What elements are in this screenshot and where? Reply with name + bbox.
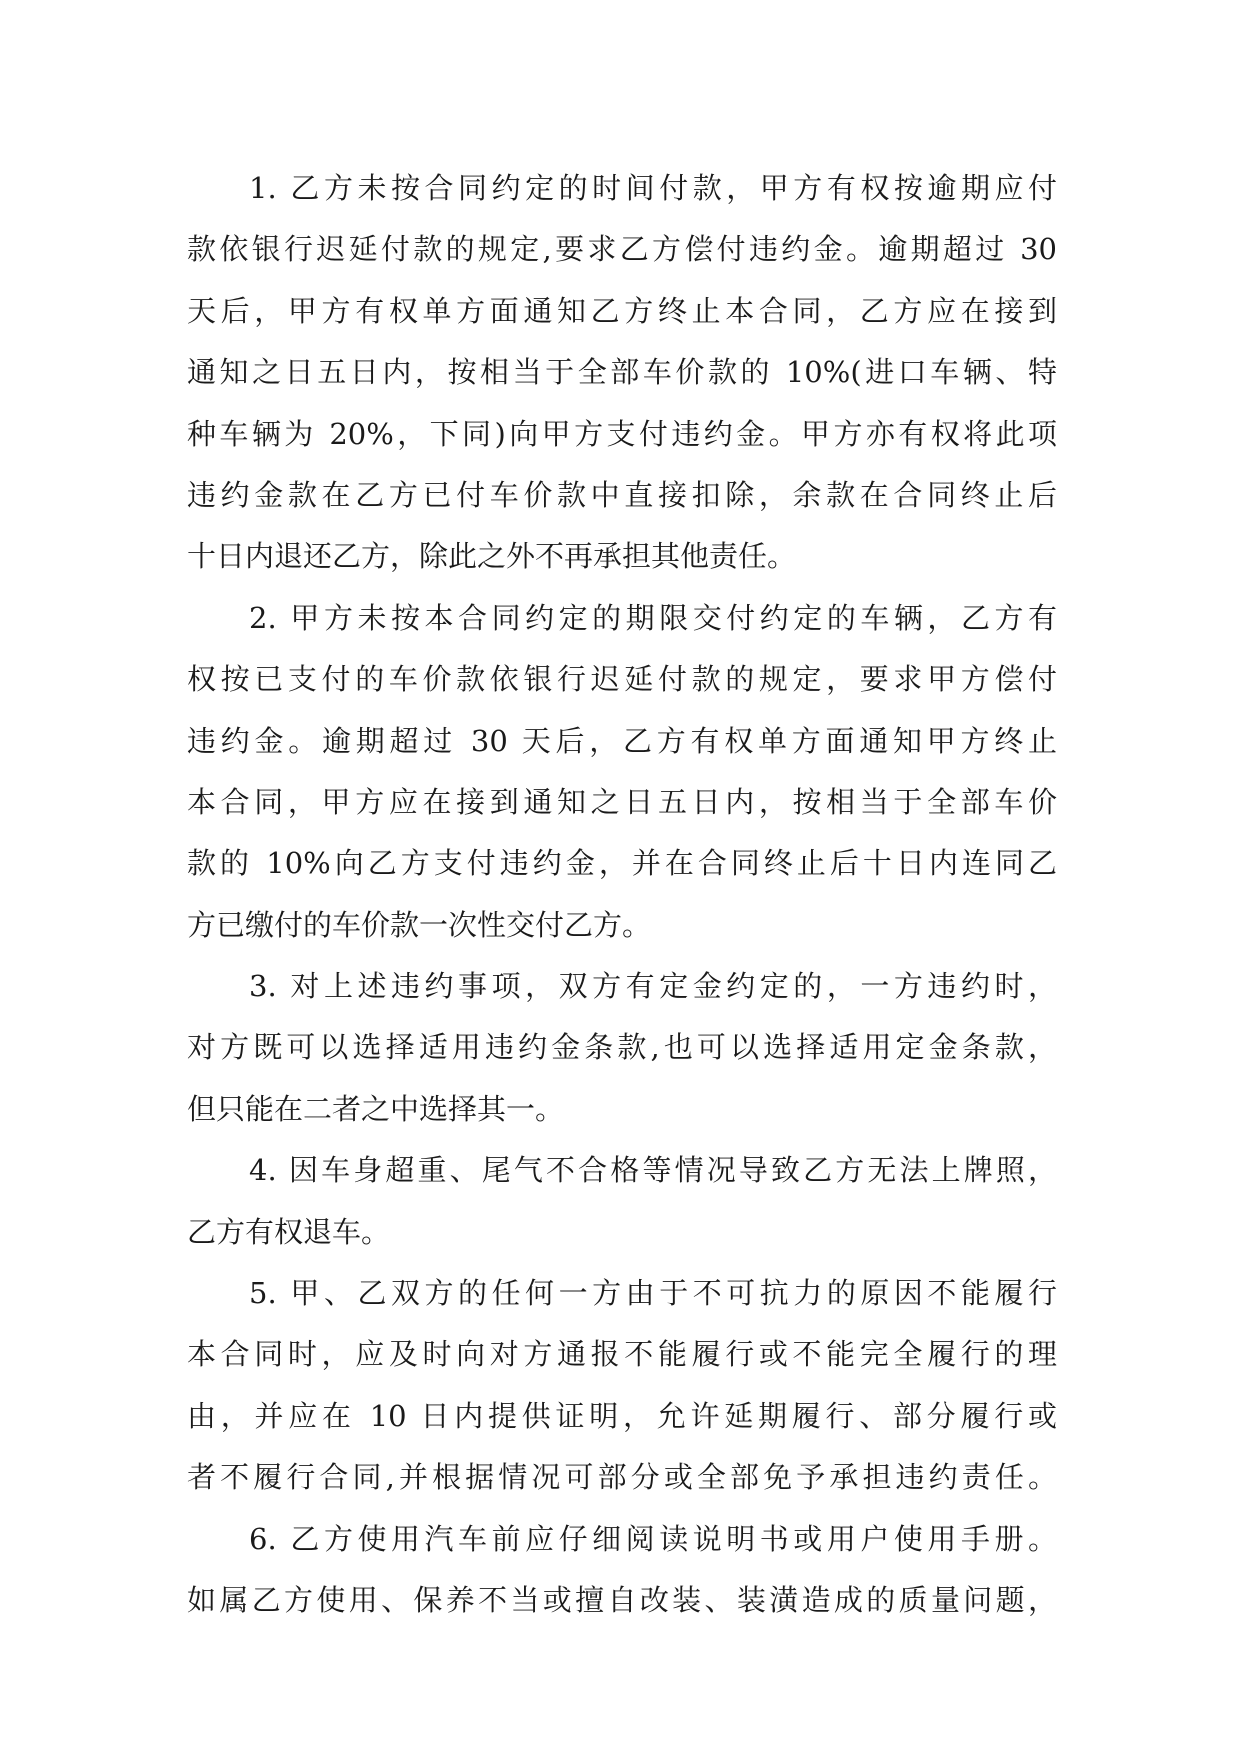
document-body [187,158,1057,1631]
paragraph-line: 通知之日五日内，按相当于全部车价款的 10%(进口车辆、特 [187,355,1057,390]
paragraph-4 [187,1140,1057,1263]
paragraph-line: 天后，甲方有权单方面通知乙方终止本合同，乙方应在接到 [187,293,1057,328]
paragraph-line: 2. 甲方未按本合同约定的期限交付约定的车辆，乙方有 [249,600,1057,635]
paragraph-line: 4. 因车身超重、尾气不合格等情况导致乙方无法上牌照， [249,1153,1057,1188]
paragraph-2 [187,588,1057,956]
paragraph-line: 十日内退还乙方，除此之外不再承担其他责任。 [187,539,797,574]
paragraph-line: 款的 10%向乙方支付违约金，并在合同终止后十日内连同乙 [187,846,1057,881]
paragraph-line: 3. 对上述违约事项，双方有定金约定的，一方违约时， [249,969,1057,1004]
paragraph-line: 款依银行迟延付款的规定,要求乙方偿付违约金。逾期超过 30 [187,232,1057,267]
paragraph-line: 本合同，甲方应在接到通知之日五日内，按相当于全部车价 [187,784,1057,819]
paragraph-line: 1. 乙方未按合同约定的时间付款，甲方有权按逾期应付 [249,171,1057,205]
paragraph-line: 本合同时，应及时向对方通报不能履行或不能完全履行的理 [187,1337,1057,1372]
paragraph-6 [187,1509,1057,1632]
paragraph-line: 5. 甲、乙双方的任何一方由于不可抗力的原因不能履行 [249,1276,1057,1311]
paragraph-line: 对方既可以选择适用违约金条款,也可以选择适用定金条款， [187,1030,1057,1065]
paragraph-line: 如属乙方使用、保养不当或擅自改装、装潢造成的质量问题， [187,1582,1057,1617]
paragraph-1 [187,158,1057,588]
paragraph-line: 但只能在二者之中选择其一。 [187,1091,565,1126]
paragraph-3 [187,956,1057,1140]
paragraph-line: 方已缴付的车价款一次性交付乙方。 [187,907,652,942]
paragraph-5 [187,1263,1057,1509]
paragraph-line: 违约金。逾期超过 30 天后，乙方有权单方面通知甲方终止 [187,723,1057,758]
paragraph-line: 由，并应在 10 日内提供证明，允许延期履行、部分履行或 [187,1398,1057,1433]
paragraph-line: 6. 乙方使用汽车前应仔细阅读说明书或用户使用手册。 [249,1521,1057,1556]
paragraph-line: 种车辆为 20%，下同)向甲方支付违约金。甲方亦有权将此项 [187,416,1057,451]
paragraph-line: 违约金款在乙方已付车价款中直接扣除，余款在合同终止后 [187,477,1057,512]
paragraph-line: 者不履行合同,并根据情况可部分或全部免予承担违约责任。 [187,1460,1057,1495]
paragraph-line: 乙方有权退车。 [187,1214,391,1249]
paragraph-line: 权按已支付的车价款依银行迟延付款的规定，要求甲方偿付 [187,662,1057,697]
